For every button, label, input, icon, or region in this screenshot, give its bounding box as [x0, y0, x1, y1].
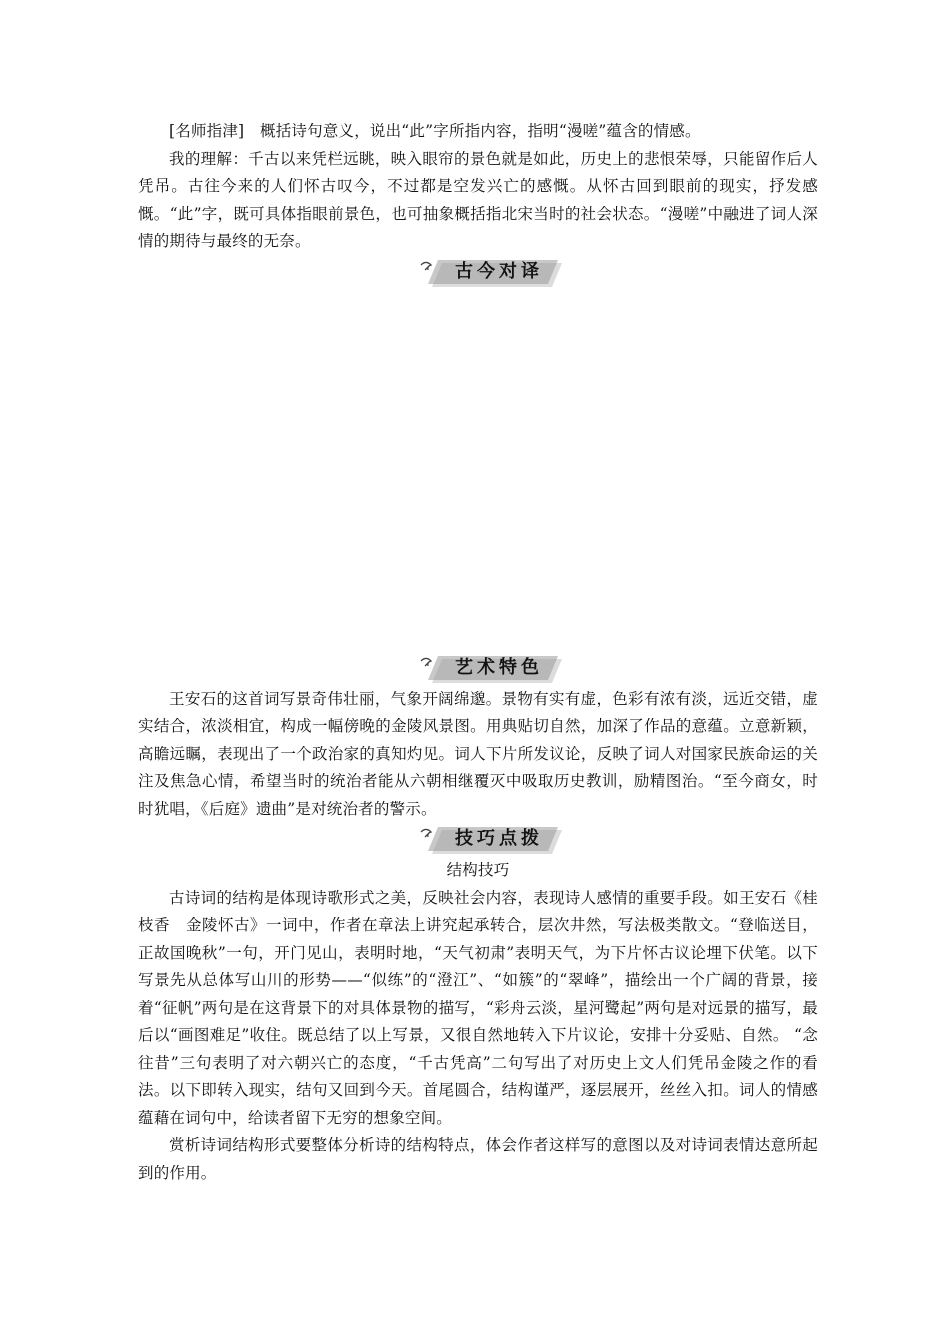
- tip-text: 概括诗句意义，说出“此”字所指内容，指明“漫嗟”蕴含的情感。: [244, 122, 701, 140]
- tip-label: [名师指津]: [169, 122, 245, 140]
- understanding-paragraph: 我的理解：千古以来凭栏远眺，映入眼帘的景色就是如此，历史上的悲恨荣辱，只能留作后人凭吊。古往今来的人们怀古叹今，不过都是空发兴亡的感慨。从怀古回到眼前的现实，抒发感慨。“此”字，既可具体指眼前景色，也可抽象概括指北宋当时的社会状态。“漫嗟”中融进了词人深情的期待与最终的无奈。: [138, 149, 818, 250]
- section-title-translation: 古今对译: [455, 260, 543, 282]
- section-banner-skill: [138, 825, 818, 855]
- section-title-art: 艺术特色: [455, 656, 543, 678]
- section-title-skill: 技巧点拨: [455, 828, 543, 849]
- tip-paragraph: [138, 118, 818, 146]
- blank-translation-area: [138, 290, 818, 652]
- art-paragraph: 王安石的这首词写景奇伟壮丽，气象开阔绵邈。景物有实有虚，色彩有浓有淡，远近交错，虚实结合，浓淡相宜，构成一幅傍晚的金陵风景图。用典贴切自然，加深了作品的意蕴。立意新颖，高瞻远瞩，表现出了一个政治家的真知灼见。词人下片所发议论，反映了词人对国家民族命运的关注及焦急心情，希望当时的统治者能从六朝相继覆灭中吸取历史教训，励精图治。“至今商女，时时犹唱，《后庭》遗曲”是对统治者的警示。: [138, 689, 818, 818]
- section-banner-art: [138, 654, 818, 684]
- section-banner-translation: [138, 258, 818, 288]
- skill-paragraph-2: 赏析诗词结构形式要整体分析诗的结构特点，体会作者这样写的意图以及对诗词表情达意所起到的作用。: [138, 1136, 818, 1182]
- document-page: [138, 118, 818, 1187]
- skill-paragraph: 古诗词的结构是体现诗歌形式之美，反映社会内容，表现诗人感情的重要手段。如王安石《桂枝香 金陵怀古》一词中，作者在章法上讲究起承转合，层次井然，写法极类散文。“登临送目，正故国晚秋”一句，开门见山，表明时地，“天气初肃”表明天气，为下片怀古议论埋下伏笔。以下写景先从总体写山川的形势——“似练”的“澄江”、“如簇”的“翠峰”，描绘出一个广阔的背景，接着“征帆”两句是在这背景下的对具体景物的描写，“彩舟云淡，星河鹭起”两句是对远景的描写，最后以“画图难足”收住。既总结了以上写景，又很自然地转入下片议论，安排十分妥贴、自然。 “念往昔”三句表明了对六朝兴亡的态度，“千古凭高”二句写出了对历史上文人们凭吊金陵之作的看法。以下即转入现实，结句又回到今天。首尾圆合，结构谨严，逐层展开，丝丝入扣。词人的情感蕴藉在词句中，给读者留下无穷的想象空间。: [138, 888, 818, 1127]
- skill-subtitle: 结构技巧: [446, 861, 510, 879]
